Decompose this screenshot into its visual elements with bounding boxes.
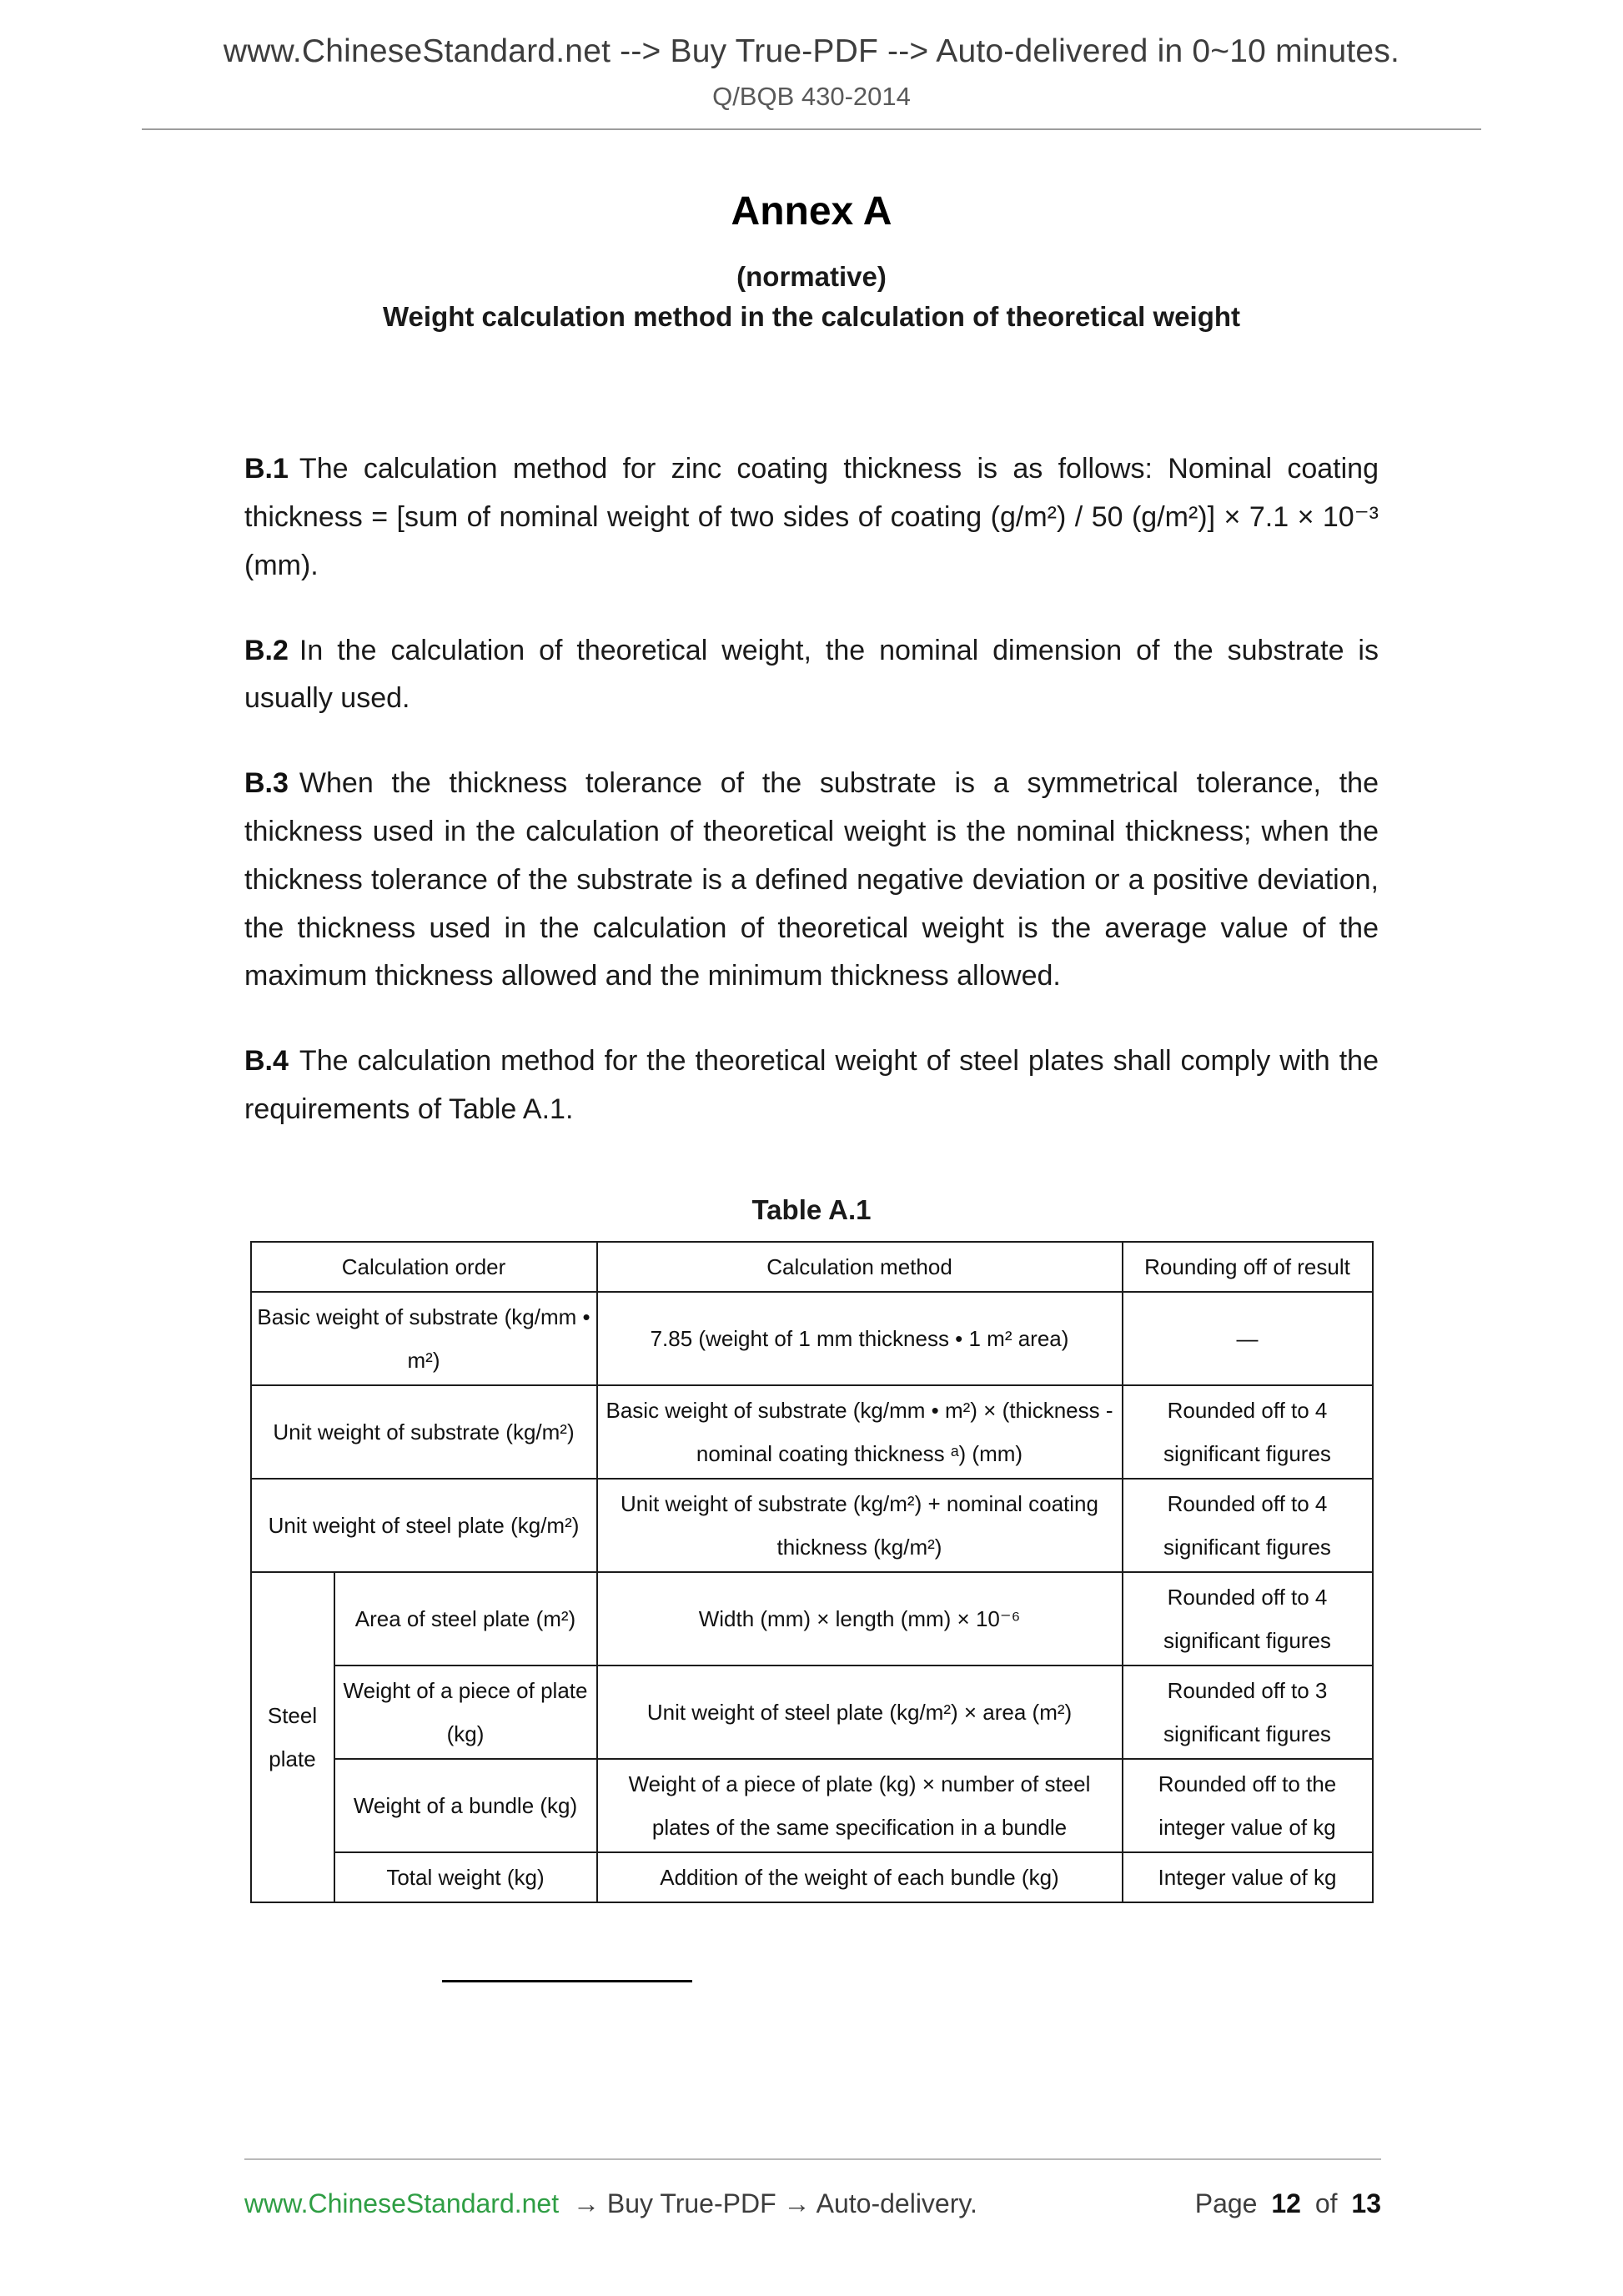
- table-cell-method: Basic weight of substrate (kg/mm • m²) × (thickness - nominal coating thickness ᵃ) (mm): [597, 1385, 1123, 1479]
- table-cell-order: Area of steel plate (m²): [334, 1572, 597, 1665]
- table-cell-rounding: Rounded off to 4 significant figures: [1123, 1479, 1373, 1572]
- paragraph-b2-text: In the calculation of theoretical weight, the nominal dimension of the substrate is usually used.: [244, 634, 1379, 715]
- table-header-calculation-order: Calculation order: [251, 1242, 597, 1292]
- table-row-total-weight: [251, 1852, 1373, 1902]
- page-total: 13: [1351, 2188, 1381, 2218]
- header-divider: [142, 128, 1481, 130]
- table-cell-rounding: Rounded off to 4 significant figures: [1123, 1385, 1373, 1479]
- table-header-calculation-method: Calculation method: [597, 1242, 1123, 1292]
- table-cell-rounding: Rounded off to the integer value of kg: [1123, 1759, 1373, 1852]
- paragraph-b2: [244, 627, 1379, 724]
- page-label: Page: [1194, 2188, 1258, 2218]
- footer-tagline: → Buy True-PDF → Auto-delivery.: [573, 2188, 977, 2218]
- table-cell-order: Weight of a piece of plate (kg): [334, 1665, 597, 1759]
- table-cell-rounding: Rounded off to 4 significant figures: [1123, 1572, 1373, 1665]
- table-cell-rounding: —: [1123, 1292, 1373, 1385]
- table-row-basic-weight: [251, 1292, 1373, 1385]
- paragraph-b3-label: B.3: [244, 767, 289, 800]
- footer-site-link[interactable]: www.ChineseStandard.net: [244, 2188, 560, 2218]
- annex-title: Annex A: [731, 189, 892, 234]
- paragraph-b1-label: B.1: [244, 453, 289, 485]
- table-cell-method: Width (mm) × length (mm) × 10⁻⁶: [597, 1572, 1123, 1665]
- annex-subtitle-normative: (normative): [736, 261, 887, 293]
- page-content: [244, 188, 1379, 1982]
- table-cell-method: Weight of a piece of plate (kg) × number of steel plates of the same specification in a bundle: [597, 1759, 1123, 1852]
- table-row-bundle-weight: [251, 1759, 1373, 1852]
- header-doc-number: Q/BQB 430-2014: [712, 82, 911, 111]
- table-cell-order: Unit weight of substrate (kg/m²): [251, 1385, 597, 1479]
- page-footer: [244, 2158, 1381, 2219]
- table-cell-order: Total weight (kg): [334, 1852, 597, 1902]
- paragraph-b3: [244, 760, 1379, 1001]
- paragraph-b4-text: The calculation method for the theoretical weight of steel plates shall comply with the requirements of Table A.1.: [244, 1045, 1379, 1125]
- table-cell-order: Unit weight of steel plate (kg/m²): [251, 1479, 597, 1572]
- table-cell-rounding: Integer value of kg: [1123, 1852, 1373, 1902]
- page-indicator: [1195, 2188, 1381, 2219]
- page-of-label: of: [1314, 2188, 1338, 2218]
- footer-divider: [244, 2158, 1381, 2160]
- table-group-label: Steel plate: [251, 1572, 334, 1902]
- table-row-area: [251, 1572, 1373, 1665]
- paragraph-b1-text: The calculation method for zinc coating thickness is as follows: Nominal coating thickness = [sum of nominal weight of two sides of coating (g/m²) / 50 (g/m²)] × 7.1 × 10⁻³ (mm).: [244, 453, 1379, 581]
- footer-row: [244, 2188, 1381, 2219]
- table-cell-method: Unit weight of substrate (kg/m²) + nominal coating thickness (kg/m²): [597, 1479, 1123, 1572]
- table-row-piece-weight: [251, 1665, 1373, 1759]
- header-banner: www.ChineseStandard.net --> Buy True-PDF --> Auto-delivered in 0~10 minutes.: [223, 33, 1400, 69]
- document-end-divider: [442, 1980, 692, 1982]
- table-caption: Table A.1: [751, 1193, 872, 1225]
- table-header-rounding: Rounding off of result: [1123, 1242, 1373, 1292]
- page-current: 12: [1271, 2188, 1301, 2218]
- table-cell-method: Unit weight of steel plate (kg/m²) × area (m²): [597, 1665, 1123, 1759]
- table-header-row: [251, 1242, 1373, 1292]
- annex-subtitle-description: Weight calculation method in the calculation of theoretical weight: [383, 301, 1240, 333]
- calculation-table: [250, 1241, 1374, 1903]
- footer-tagline-block: [244, 2188, 984, 2219]
- table-row-unit-weight-substrate: [251, 1385, 1373, 1479]
- paragraph-b4-label: B.4: [244, 1045, 289, 1078]
- table-cell-order: Weight of a bundle (kg): [334, 1759, 597, 1852]
- paragraph-b4: [244, 1037, 1379, 1134]
- table-cell-order: Basic weight of substrate (kg/mm • m²): [251, 1292, 597, 1385]
- table-row-unit-weight-steel-plate: [251, 1479, 1373, 1572]
- paragraph-b3-text: When the thickness tolerance of the substrate is a symmetrical tolerance, the thickness used in the calculation of theoretical weight is the nominal thickness; when the thickness tolerance of the substrate is a defined negative deviation or a positive deviation, the thickness used in the calculation of theoretical weight is the average value of the maximum thickness allowed and the minimum thickness allowed.: [244, 767, 1379, 992]
- paragraph-b2-label: B.2: [244, 634, 289, 666]
- table-cell-rounding: Rounded off to 3 significant figures: [1123, 1665, 1373, 1759]
- paragraph-b1: [244, 445, 1379, 590]
- page-header: [0, 0, 1623, 130]
- table-cell-method: Addition of the weight of each bundle (kg): [597, 1852, 1123, 1902]
- table-cell-method: 7.85 (weight of 1 mm thickness • 1 m² area): [597, 1292, 1123, 1385]
